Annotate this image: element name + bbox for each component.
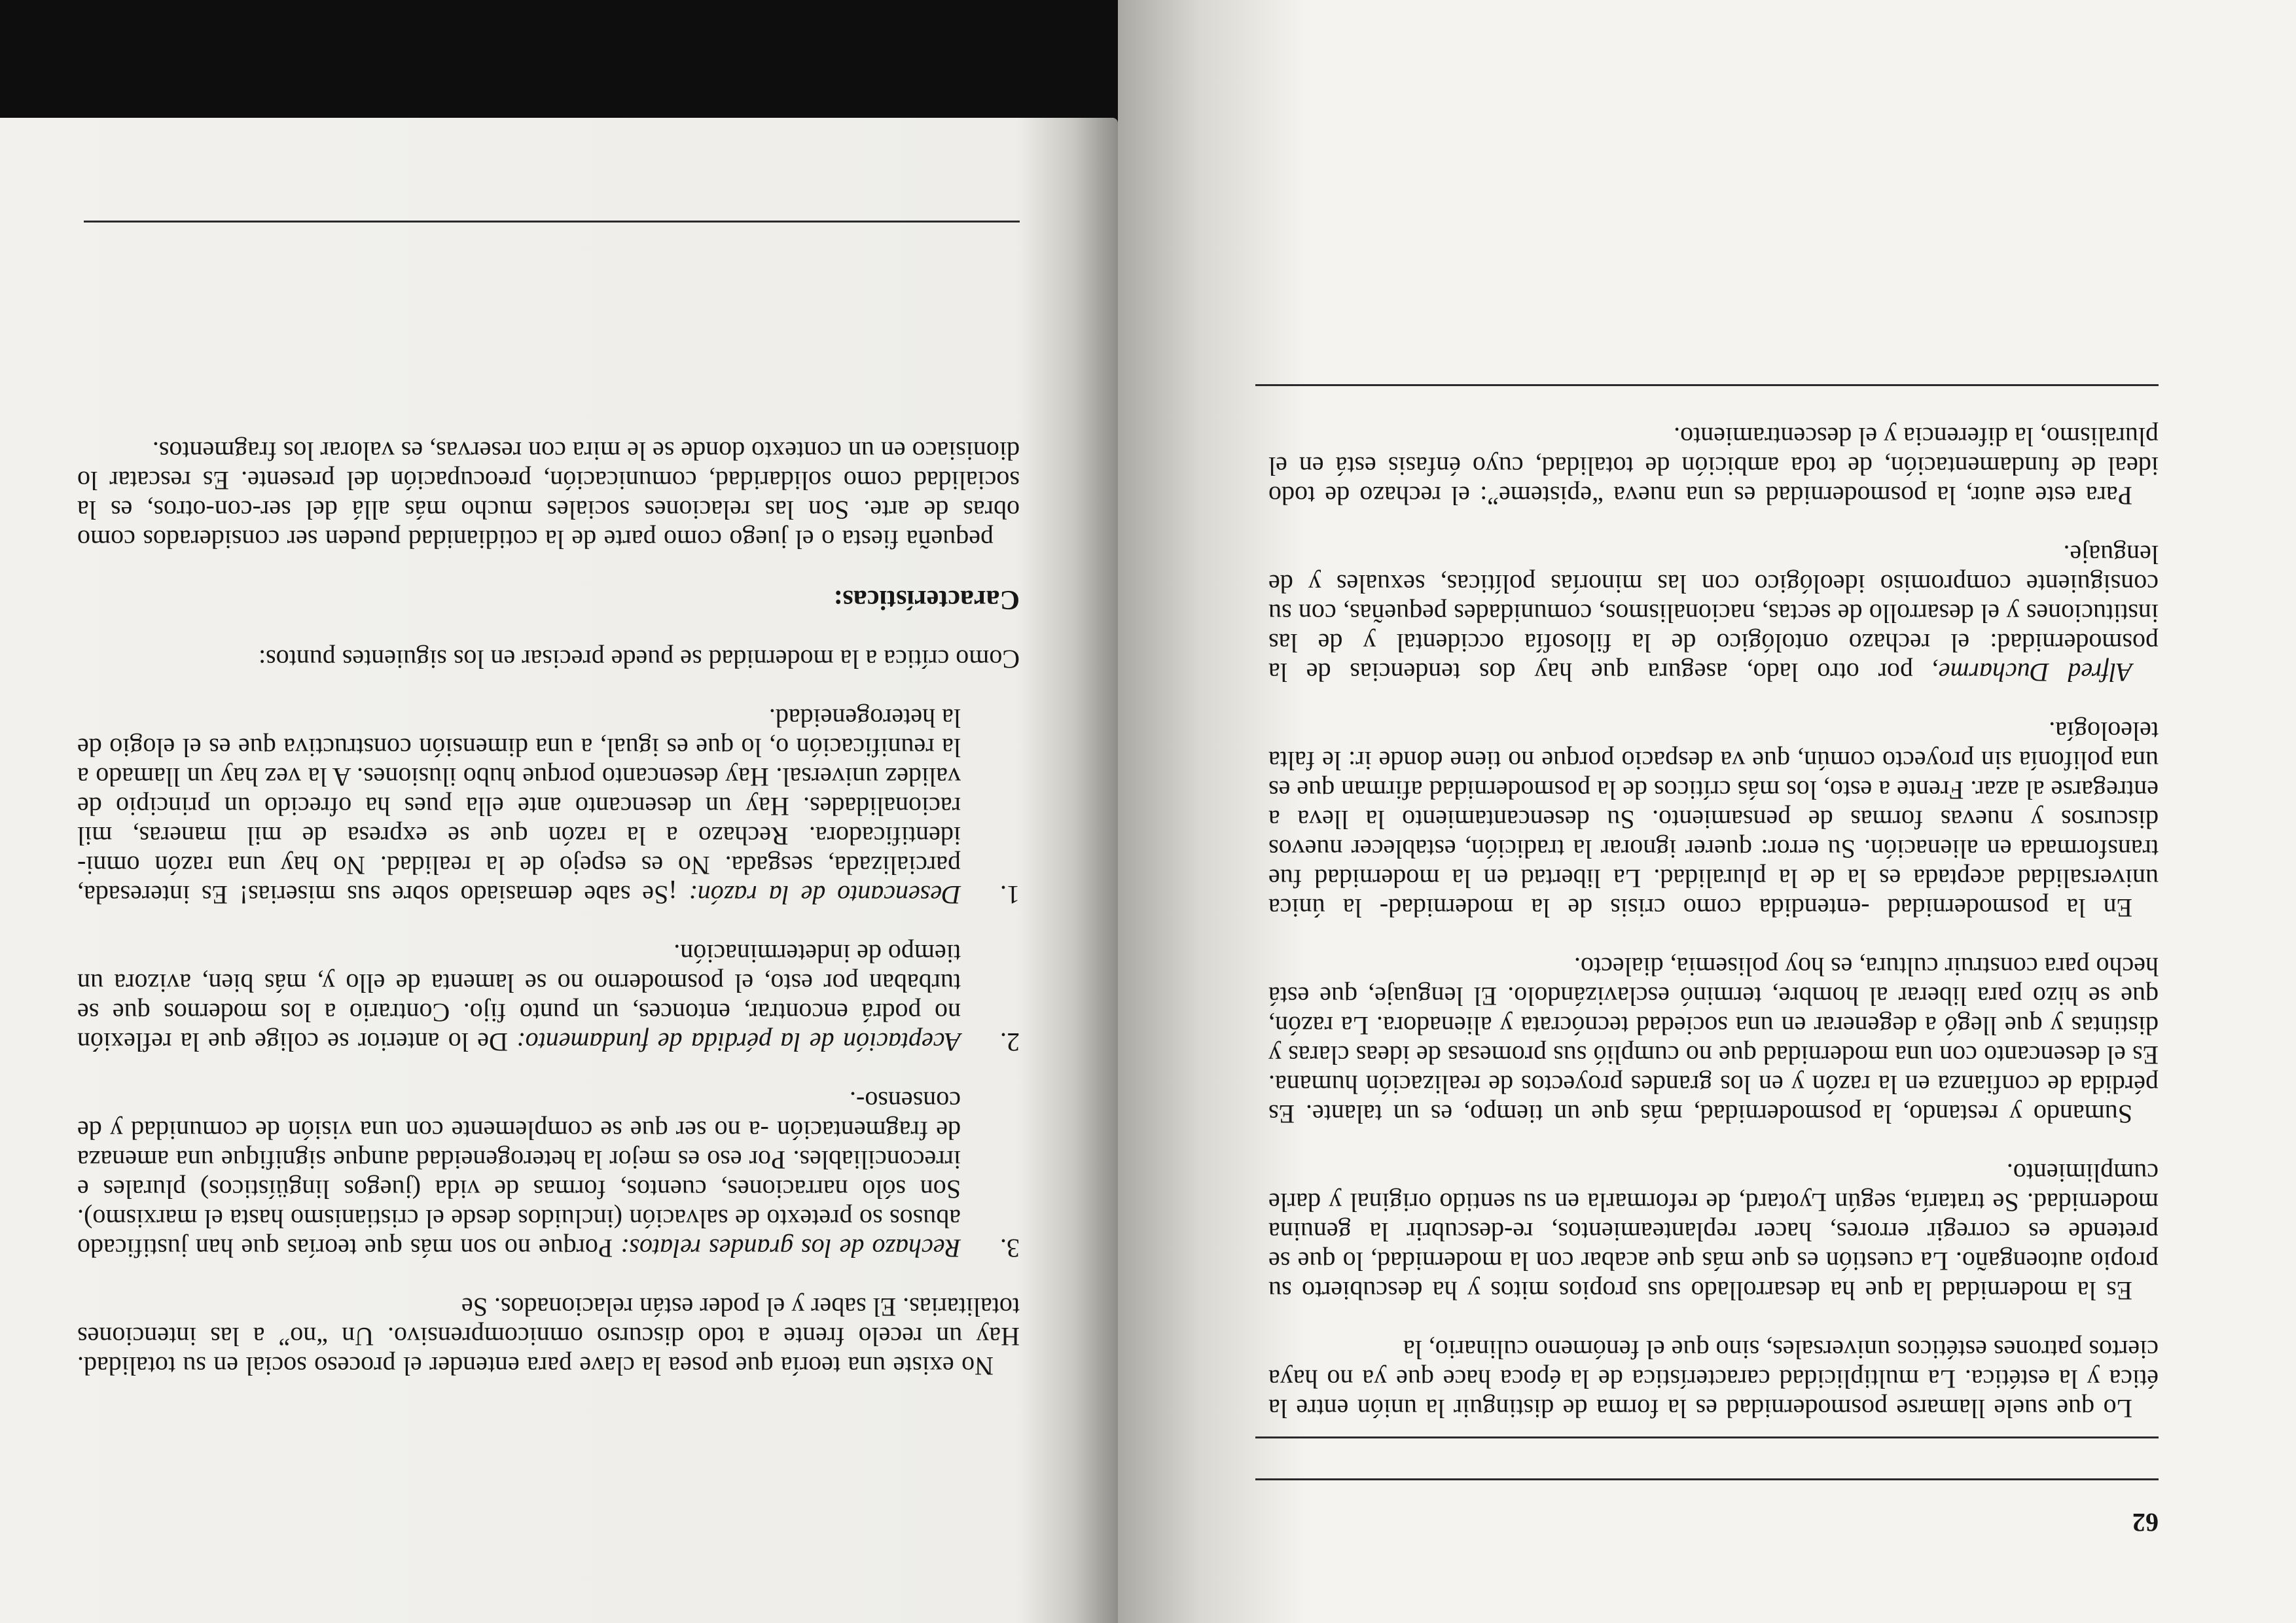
list-item-body: ¡Se sabe demasiado sobre sus miserias! Es interesada, parcializada, sesgada. No es espejo de la realidad. No hay una razón omni-identificadora. Rechazo a la razón que se expresa de mil maneras, mil racionalidades. Hay un desencanto ante ella pues ha ofrecido un principio de validez universal. Hay desencanto porque hubo ilusiones. A la vez hay un llamado a la reunificación o, lo que es igual, a una dimensión constructiva que es el elogio de la heterogeneidad.	[77, 704, 961, 910]
section-heading: Características:	[833, 584, 1020, 615]
intro-paragraph: pequeña fiesta o el juego como parte de la cotidianidad pueden ser considerados como obras de arte. Son las relaciones sociales mucho más allá del ser-con-otros, es la socialidad como solidaridad, comunicación, preocupación del presente. Es rescatar lo dionisiaco en un contexto donde se le mira con reservas, es valorar los fragmentos.	[77, 437, 1020, 554]
paragraph-text: por otro lado, asegura que hay dos tendencias de la posmodernidad: el rechazo ontológico de la filosofía occidental y de las instituciones y el desarrollo de sectas, nacionalismos, comunidades pequeñas, con su consiguiente compromiso ideológico con las minorías políticas, sexuales y de lenguaje.	[1268, 540, 2159, 687]
footer-rule	[1255, 384, 2159, 386]
list-number: 1.	[1000, 880, 1020, 910]
header-rule-bottom	[1255, 1436, 2159, 1438]
paragraph: Para este autor, la posmodernidad es una nueva “episteme”: el rechazo de todo ideal de fundamentación, de toda ambición de totalidad, cuyo énfasis está en el pluralismo, la diferencia y el descentramiento.	[1268, 422, 2159, 510]
paragraph: Es la modernidad la que ha desarrollado sus propios mitos y ha descubierto su propio autoengaño. La cuestión es que más que acabar con la modernidad, lo que se pretende es corregir errores, hacer replanteamientos, re-descubrir la genuina modernidad. Se trataría, según Lyotard, de reformarla en su sentido original y darle cumplimiento.	[1268, 1158, 2159, 1306]
closing-paragraph: No existe una teoría que posea la clave para entender el proceso social en su totalidad. Hay un recelo frente a todo discurso omnicomprensivo. Un “no” a las intenciones totalitarias. El saber y el poder están relacionados. Se	[77, 1293, 1020, 1381]
lead-paragraph: Como crítica a la modernidad se puede precisar en los siguientes puntos:	[258, 645, 1020, 674]
list-item-text	[77, 1086, 961, 1263]
list-item-text	[77, 939, 961, 1057]
footer-rule	[84, 221, 1020, 223]
page-number: 62	[2132, 1508, 2159, 1537]
list-item	[77, 1086, 1020, 1263]
list-item	[77, 939, 1020, 1057]
paragraph: Sumando y restando, la posmodernidad, más que un tiempo, es un talante. Es pérdida de confianza en la razón y en los grandes proyectos de realización humana. Es el desencanto con una modernidad que no cumplió sus promesas de ideas claras y distintas y que llegó a degenerar en una sociedad tecnócrata y alienadora. La razón, que se hizo para liberar al hombre, terminó esclavizándolo. El lenguaje, que está hecho para construir cultura, es hoy polisemia, dialecto.	[1268, 952, 2159, 1129]
list-item	[77, 704, 1020, 910]
paragraph: En la posmodernidad -entendida como crisis de la modernidad- la única universalidad aceptada es la de la pluralidad. La libertad en la modernidad fue transformada en alienación. Su error: querer ignorar la tradición, establecer nuevos discursos y nuevas formas de pensamiento. Su desencantamiento la lleva a entregarse al azar. Frente a esto, los más críticos de la posmodernidad afirman que es una polifonía sin proyecto común, que va despacio porque no tiene donde ir: le falta teleología.	[1268, 717, 2159, 923]
list-item-body: De lo anterior se colige que la reflexión no podrá encontrar, entonces, un punto fijo. Contrario a los modernos que se turbaban por esto, el posmoderno no se lamenta de ello y, más bien, avizora un tiempo de indeterminación.	[77, 939, 961, 1057]
list-item-title: Aceptación de la pérdida de fundamento:	[516, 1027, 961, 1057]
list-item-text	[77, 704, 961, 910]
list-number: 3.	[1000, 1234, 1020, 1263]
paragraph-ducharme	[1268, 540, 2159, 687]
list-number: 2.	[1000, 1027, 1020, 1057]
paragraph: Lo que suele llamarse posmodernidad es la forma de distinguir la unión entre la ética y la estética. La multiplicidad característica de la época hace que ya no haya ciertos patrones estéticos universales, sino que el fenómeno culinario, la	[1268, 1335, 2159, 1423]
list-item-title: Desencanto de la razón:	[689, 880, 961, 910]
list-item-body: Porque no son más que teorías que han justificado abusos so pretexto de salvación (incluidos desde el cristianismo hasta el marxismo). Son sólo narraciones, cuentos, formas de vida (juegos lingüísticos) plurales e irreconciliables. Por eso es mejor la heterogeneidad aunque signifique una amenaza de fragmentación -a no ser que se complemente con una visión de comunidad y de consenso-.	[77, 1086, 961, 1263]
page-62	[1118, 0, 2296, 1623]
header-rule	[1255, 1478, 2159, 1480]
page-62-body	[1268, 422, 2159, 1423]
italic-author-name: Alfred Ducharme,	[1931, 658, 2132, 687]
list-item-title: Rechazo de los grandes relatos:	[620, 1234, 961, 1263]
page-63-body	[77, 437, 1020, 1381]
